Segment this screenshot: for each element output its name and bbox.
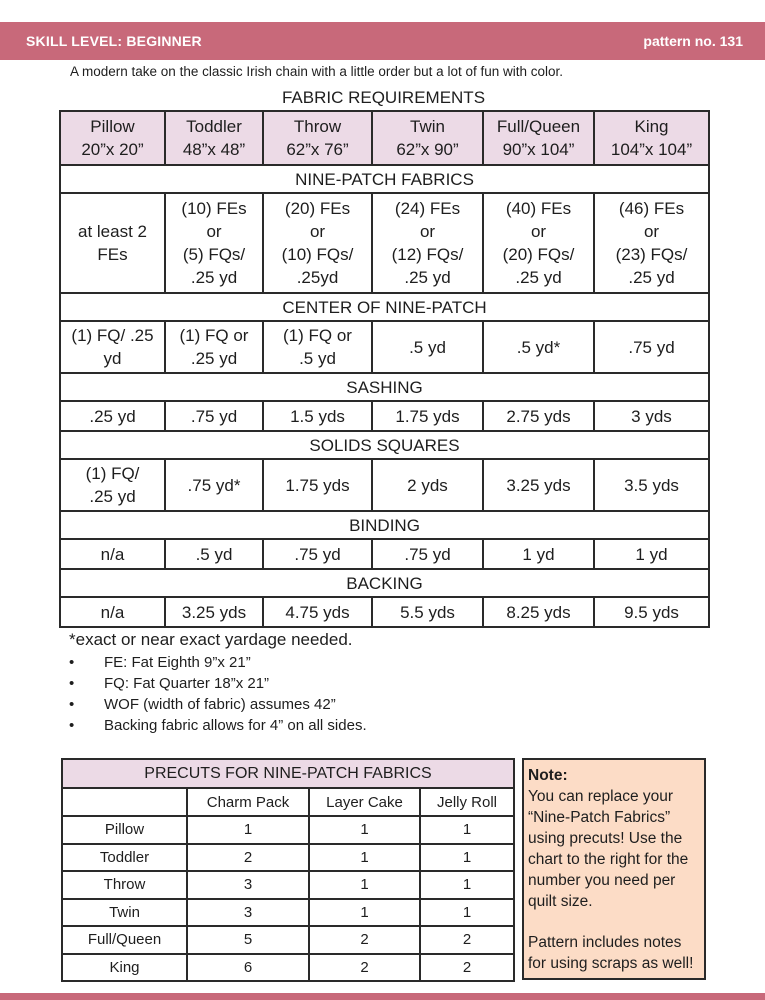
cell-line: 3 yds	[631, 406, 672, 426]
value-cell	[60, 459, 165, 511]
fabric-requirements-title: FABRIC REQUIREMENTS	[281, 88, 486, 107]
precut-value: 3	[187, 899, 309, 927]
precut-row	[62, 871, 514, 899]
precut-value: 2	[420, 954, 514, 982]
value-cell	[372, 459, 483, 511]
section-title-row	[60, 431, 709, 459]
size-header	[483, 111, 594, 165]
size-header-row	[60, 111, 709, 165]
bullet-text: FQ: Fat Quarter 18”x 21”	[104, 675, 270, 692]
precut-row	[62, 926, 514, 954]
value-cell	[263, 321, 372, 373]
precut-size: King	[62, 954, 187, 982]
size-name: Throw	[293, 117, 342, 136]
cell-line: or	[419, 222, 436, 241]
section-values-row	[60, 459, 709, 511]
value-cell	[594, 539, 709, 569]
header-bar	[0, 22, 765, 60]
cell-line: (1) FQ or	[283, 326, 352, 345]
precut-value: 1	[309, 844, 420, 872]
cell-line: .25 yd	[89, 487, 136, 506]
section-title-row	[60, 165, 709, 193]
section-title: CENTER OF NINE-PATCH	[60, 293, 709, 321]
size-dims: 48”x 48”	[182, 140, 246, 159]
cell-line: .5 yd	[195, 544, 233, 564]
precut-value: 2	[309, 954, 420, 982]
precut-value: 1	[187, 816, 309, 844]
footnote: *exact or near exact yardage needed.	[69, 630, 353, 649]
cell-line: (46) FEs	[618, 199, 685, 218]
precut-value: 1	[309, 816, 420, 844]
cell-line: (23) FQs/	[615, 245, 688, 264]
value-cell	[60, 539, 165, 569]
cell-line: (5) FQs/	[182, 245, 246, 264]
cell-line: or	[530, 222, 547, 241]
cell-line: yd	[103, 349, 122, 368]
cell-line: 5.5 yds	[400, 602, 455, 622]
value-cell	[483, 459, 594, 511]
size-name: Toddler	[186, 117, 242, 136]
precut-row	[62, 954, 514, 982]
precuts-table	[61, 758, 515, 982]
bullet-dot: •	[69, 696, 75, 713]
cell-line: (20) FEs	[284, 199, 351, 218]
cell-line: .5 yd*	[516, 337, 561, 357]
value-cell	[60, 193, 165, 293]
precut-size: Throw	[62, 871, 187, 899]
value-cell	[165, 193, 263, 293]
precut-value: 1	[420, 899, 514, 927]
section-values-row	[60, 193, 709, 293]
size-header	[165, 111, 263, 165]
precut-value: 5	[187, 926, 309, 954]
precut-size: Toddler	[62, 844, 187, 872]
value-cell	[372, 597, 483, 627]
precuts-title: PRECUTS FOR NINE-PATCH FABRICS	[62, 759, 514, 788]
value-cell	[372, 193, 483, 293]
precut-column-header: Jelly Roll	[420, 788, 514, 816]
cell-line: (10) FEs	[181, 199, 247, 218]
value-cell	[165, 597, 263, 627]
cell-line: (1) FQ or	[179, 326, 249, 345]
cell-line: (1) FQ/ .25	[71, 326, 154, 345]
cell-line: n/a	[100, 544, 125, 564]
section-title: SOLIDS SQUARES	[60, 431, 709, 459]
cell-line: 4.75 yds	[285, 602, 350, 622]
cell-line: 3.25 yds	[181, 602, 247, 622]
value-cell	[263, 401, 372, 431]
cell-line: .75 yd	[628, 337, 675, 357]
cell-line: 1 yd	[635, 544, 668, 564]
section-values-row	[60, 539, 709, 569]
cell-line: .25yd	[296, 268, 339, 287]
cell-line: .25 yd	[89, 406, 136, 426]
value-cell	[372, 321, 483, 373]
cell-line: n/a	[100, 602, 125, 622]
cell-line: (1) FQ/	[85, 464, 140, 483]
cell-line: 8.25 yds	[506, 602, 571, 622]
section-title-row	[60, 511, 709, 539]
precut-value: 1	[420, 871, 514, 899]
size-header	[60, 111, 165, 165]
section-title-row	[60, 373, 709, 401]
cell-line: .5 yd	[409, 337, 446, 357]
value-cell	[594, 321, 709, 373]
bullet-text: Backing fabric allows for 4” on all sides.	[104, 717, 367, 734]
value-cell	[483, 321, 594, 373]
section-title: SASHING	[60, 373, 709, 401]
size-header	[594, 111, 709, 165]
cell-line: (10) FQs/	[281, 245, 354, 264]
section-title-row	[60, 569, 709, 597]
cell-line: 2.75 yds	[506, 406, 571, 426]
section-title: BACKING	[60, 569, 709, 597]
cell-line: or	[206, 222, 222, 241]
precut-column-header: Charm Pack	[187, 788, 309, 816]
intro-text: A modern take on the classic Irish chain with a little order but a lot of fun with color.	[70, 64, 564, 79]
precut-size: Twin	[62, 899, 187, 927]
cell-line: .75 yd	[404, 544, 451, 564]
value-cell	[165, 401, 263, 431]
precut-row	[62, 816, 514, 844]
value-cell	[165, 539, 263, 569]
value-cell	[594, 193, 709, 293]
value-cell	[263, 193, 372, 293]
note-title: Note:	[528, 767, 568, 784]
size-header	[263, 111, 372, 165]
cell-line: .25 yd	[404, 268, 451, 287]
cell-line: 9.5 yds	[624, 602, 679, 622]
size-name: King	[634, 117, 669, 136]
value-cell	[372, 401, 483, 431]
value-cell	[60, 401, 165, 431]
precut-value: 1	[420, 816, 514, 844]
pattern-number: pattern no. 131	[643, 33, 743, 49]
cell-line: at least 2	[78, 222, 147, 241]
precut-value: 1	[420, 844, 514, 872]
precut-value: 2	[187, 844, 309, 872]
size-name: Pillow	[90, 117, 135, 136]
value-cell	[483, 539, 594, 569]
skill-level: SKILL LEVEL: BEGINNER	[26, 33, 202, 49]
value-cell	[483, 193, 594, 293]
cell-line: (40) FEs	[505, 199, 572, 218]
value-cell	[263, 459, 372, 511]
cell-line: (12) FQs/	[391, 245, 464, 264]
precut-size: Pillow	[62, 816, 187, 844]
value-cell	[594, 459, 709, 511]
size-header	[372, 111, 483, 165]
section-values-row	[60, 321, 709, 373]
cell-line: 2 yds	[407, 475, 448, 495]
precuts-title-row	[62, 759, 514, 788]
cell-line: 3.5 yds	[624, 475, 679, 495]
precut-size: Full/Queen	[62, 926, 187, 954]
cell-line: 1.5 yds	[290, 406, 345, 426]
size-dims: 20”x 20”	[81, 140, 144, 159]
cell-line: .5 yd	[299, 349, 336, 368]
section-values-row	[60, 401, 709, 431]
cell-line: .75 yd	[294, 544, 341, 564]
fabric-requirements-table	[59, 110, 710, 628]
size-dims: 62”x 76”	[286, 140, 349, 159]
corner-cell	[62, 788, 187, 816]
cell-line: 1.75 yds	[395, 406, 460, 426]
bullet-dot: •	[69, 717, 75, 734]
cell-line: (20) FQs/	[502, 245, 575, 264]
section-title-row	[60, 293, 709, 321]
value-cell	[594, 597, 709, 627]
footer-bar	[0, 993, 765, 1000]
size-dims: 62”x 90”	[396, 140, 459, 159]
value-cell	[60, 597, 165, 627]
value-cell	[483, 597, 594, 627]
value-cell	[263, 597, 372, 627]
size-dims: 90”x 104”	[502, 140, 575, 159]
cell-line: .25 yd	[515, 268, 562, 287]
bullet-dot: •	[69, 675, 75, 692]
cell-line: 3.25 yds	[506, 475, 571, 495]
cell-line: or	[643, 222, 660, 241]
cell-line: .25 yd	[190, 268, 238, 287]
bullet-dot: •	[69, 654, 75, 671]
cell-line: .25 yd	[190, 349, 238, 368]
value-cell	[165, 321, 263, 373]
value-cell	[594, 401, 709, 431]
precut-row	[62, 899, 514, 927]
precut-value: 3	[187, 871, 309, 899]
size-dims: 104”x 104”	[610, 140, 693, 159]
bullet-text: WOF (width of fabric) assumes 42”	[104, 696, 336, 713]
precut-value: 2	[309, 926, 420, 954]
size-name: Twin	[410, 117, 445, 136]
size-name: Full/Queen	[496, 117, 581, 136]
precut-row	[62, 844, 514, 872]
cell-line: (24) FEs	[394, 199, 461, 218]
value-cell	[372, 539, 483, 569]
precut-value: 2	[420, 926, 514, 954]
section-title: BINDING	[60, 511, 709, 539]
value-cell	[483, 401, 594, 431]
precut-value: 1	[309, 899, 420, 927]
value-cell	[263, 539, 372, 569]
note-extra: Pattern includes notes for using scraps as well!	[528, 934, 694, 972]
bullet-text: FE: Fat Eighth 9”x 21”	[104, 654, 251, 671]
cell-line: .75 yd*	[187, 475, 241, 495]
cell-line: 1 yd	[522, 544, 555, 564]
precut-value: 1	[309, 871, 420, 899]
section-values-row	[60, 597, 709, 627]
precuts-header-row	[62, 788, 514, 816]
precut-value: 6	[187, 954, 309, 982]
cell-line: .75 yd	[190, 406, 238, 426]
section-title: NINE-PATCH FABRICS	[60, 165, 709, 193]
cell-line: .25 yd	[628, 268, 675, 287]
value-cell	[60, 321, 165, 373]
cell-line: FEs	[97, 245, 128, 264]
note-box	[522, 758, 706, 980]
cell-line: 1.75 yds	[285, 475, 350, 495]
note-body: You can replace your “Nine-Patch Fabrics” using precuts! Use the chart to the right for the number you need per quilt size.	[528, 788, 689, 910]
cell-line: or	[309, 222, 326, 241]
value-cell	[165, 459, 263, 511]
precut-column-header: Layer Cake	[309, 788, 420, 816]
